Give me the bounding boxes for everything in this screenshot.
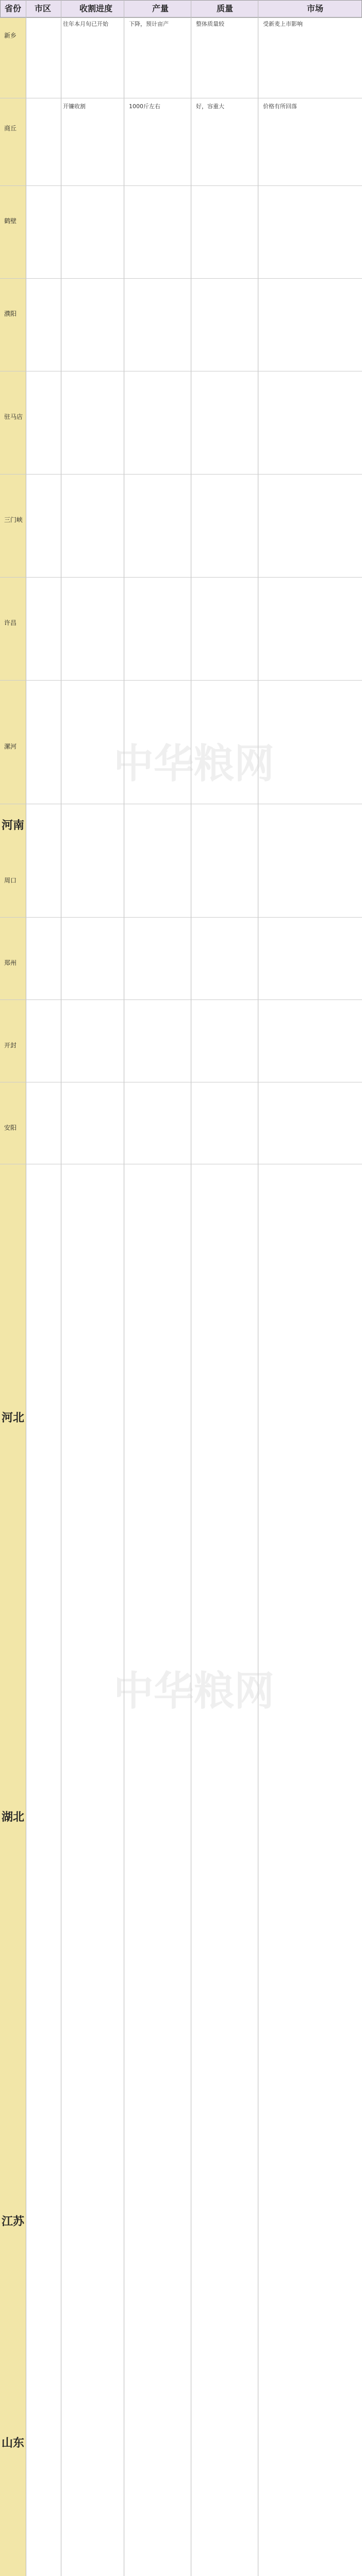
province-hubei: 湖北	[1, 1810, 24, 1824]
header-yield: 产量	[152, 4, 169, 13]
city-label: 驻马店	[4, 413, 23, 420]
watermark: 中华粮网	[113, 1668, 275, 1715]
watermark: 中华粮网	[113, 741, 275, 787]
province-jiangsu: 江苏	[1, 2215, 24, 2228]
table-header	[0, 0, 362, 18]
city-label: 许昌	[4, 619, 17, 626]
table-row	[26, 21, 362, 98]
province-hebei: 河北	[1, 1411, 24, 1425]
harvest-cell: 往年本月旬已开始	[63, 21, 108, 27]
city-label: 新乡	[4, 32, 17, 39]
province-henan: 河南	[1, 819, 24, 832]
city-label: 漯河	[4, 743, 17, 750]
city-label: 商丘	[4, 125, 17, 132]
header-quality: 质量	[216, 4, 233, 13]
header-province: 省份	[4, 4, 21, 13]
quality-cell: 整体质量较	[196, 21, 224, 27]
market-cell: 价格有所回落	[263, 103, 297, 110]
yield-cell: 1000斤左右	[129, 103, 160, 110]
city-label: 周口	[4, 877, 17, 884]
yield-cell: 下降，预计亩产	[129, 21, 169, 27]
quality-cell: 好，容重大	[196, 103, 224, 110]
table-row	[26, 103, 362, 185]
city-label: 开封	[4, 1042, 17, 1049]
header-city: 市区	[34, 4, 51, 13]
city-label: 鹤壁	[4, 217, 17, 225]
city-label: 濮阳	[4, 310, 17, 317]
header-harvest: 收割进度	[79, 4, 112, 13]
city-label: 郑州	[4, 959, 17, 967]
province-shandong: 山东	[1, 2436, 24, 2450]
market-cell: 受新麦上市影响	[263, 21, 303, 27]
city-label: 安阳	[4, 1124, 17, 1131]
city-label: 三门峡	[4, 516, 23, 523]
header-market: 市场	[306, 4, 323, 13]
harvest-cell: 开镰收割	[63, 103, 86, 110]
